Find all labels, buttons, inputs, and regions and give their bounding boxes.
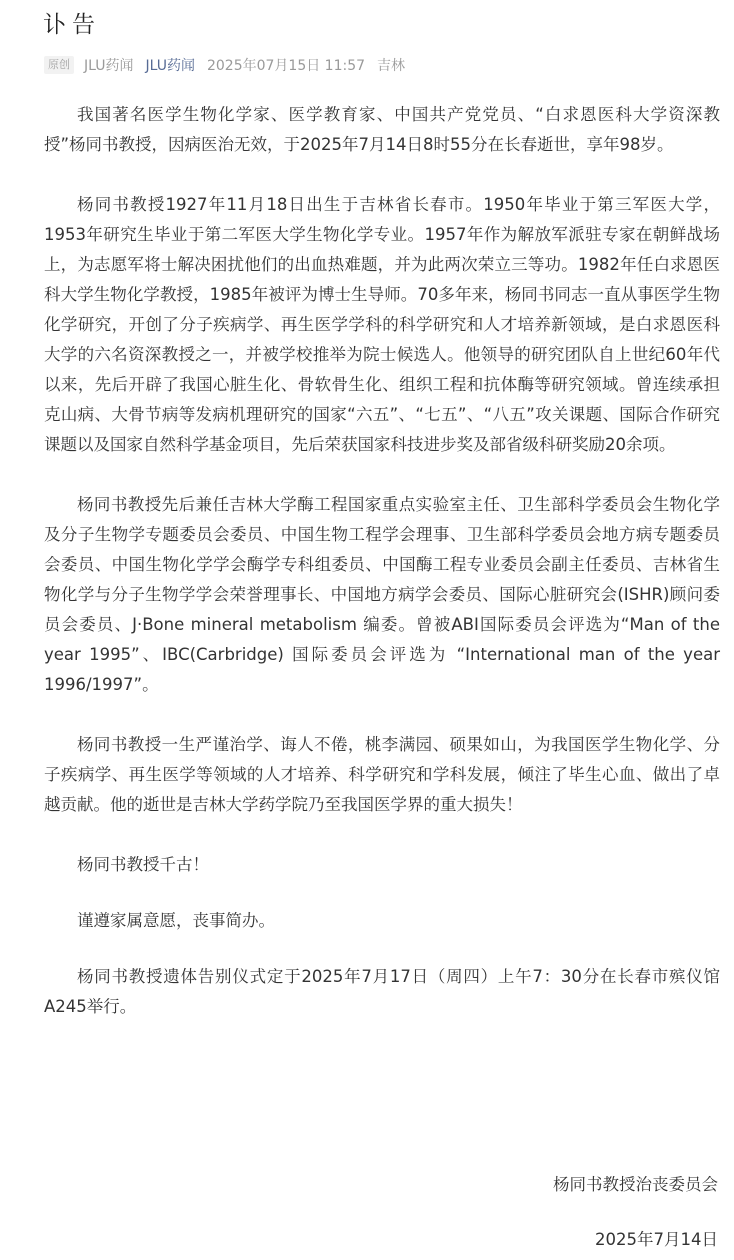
signature-committee: 杨同书教授治丧委员会 (553, 1175, 718, 1194)
author-name: JLU药闻 (84, 58, 134, 74)
paragraph-farewell: 杨同书教授千古！ (77, 855, 209, 874)
original-badge: 原创 (44, 56, 74, 74)
publish-location: 吉林 (377, 58, 406, 74)
signature-date: 2025年7月14日 (595, 1230, 718, 1249)
paragraph-positions: 杨同书教授先后兼任吉林大学酶工程国家重点实验室主任、卫生部科学委员会生物化学及分子生物学专题委员会委员、中国生物工程学会理事、卫生部科学委员会地方病专题委员会委员、中国生物化学学会酶学专科组委员、中国酶工程专业委员会副主任委员、吉林省生物化学与分子生物学学会荣誉理事长、中国地方病学会委员、国际心脏研究会(ISHR)顾问委员会委员、J·Bone mineral metabolism 编委。曾被ABI国际委员会评选为“Man of the year 1995”、IBC(Carbridge) 国际委员会评选为 “International man of the year 1996/1997”。 (44, 495, 720, 694)
paragraph-tribute: 杨同书教授一生严谨治学、诲人不倦，桃李满园、硕果如山，为我国医学生物化学、分子疾病学、再生医学等领域的人才培养、科学研究和学科发展，倾注了毕生心血、做出了卓越贡献。他的逝世是吉林大学药学院乃至我国医学界的重大损失！ (44, 735, 720, 814)
paragraph-biography: 杨同书教授1927年11月18日出生于吉林省长春市。1950年毕业于第三军医大学，1953年研究生毕业于第二军医大学生物化学专业。1957年作为解放军派驻专家在朝鲜战场上，为志愿军将士解决困扰他们的出血热难题，并为此两次荣立三等功。1982年任白求恩医科大学生物化学教授，1985年被评为博士生导师。70多年来，杨同书同志一直从事医学生物化学研究，开创了分子疾病学、再生医学学科的科学研究和人才培养新领域，是白求恩医科大学的六名资深教授之一，并被学校推举为院士候选人。他领导的研究团队自上世纪60年代以来，先后开辟了我国心脏生化、骨软骨生化、组织工程和抗体酶等研究领域。曾连续承担克山病、大骨节病等发病机理研究的国家“六五”、“七五”、“八五”攻关课题、国际合作研究课题以及国家自然科学基金项目，先后荣获国家科技进步奖及部省级科研奖励20余项。 (44, 195, 720, 454)
publish-datetime: 2025年07月15日 11:57 (206, 58, 366, 74)
article-title: 讣告 (43, 12, 101, 38)
paragraph-ceremony: 杨同书教授遗体告别仪式定于2025年7月17日（周四）上午7：30分在长春市殡仪馆A245举行。 (44, 967, 720, 1016)
paragraph-announcement: 我国著名医学生物化学家、医学教育家、中国共产党党员、“白求恩医科大学资深教授”杨同书教授，因病医治无效，于2025年7月14日8时55分在长春逝世，享年98岁。 (44, 105, 720, 154)
account-name-link[interactable]: JLU药闻 (145, 58, 195, 74)
article-meta (44, 54, 417, 76)
article-content (44, 100, 720, 1052)
paragraph-family-wishes: 谨遵家属意愿，丧事简办。 (77, 911, 275, 930)
